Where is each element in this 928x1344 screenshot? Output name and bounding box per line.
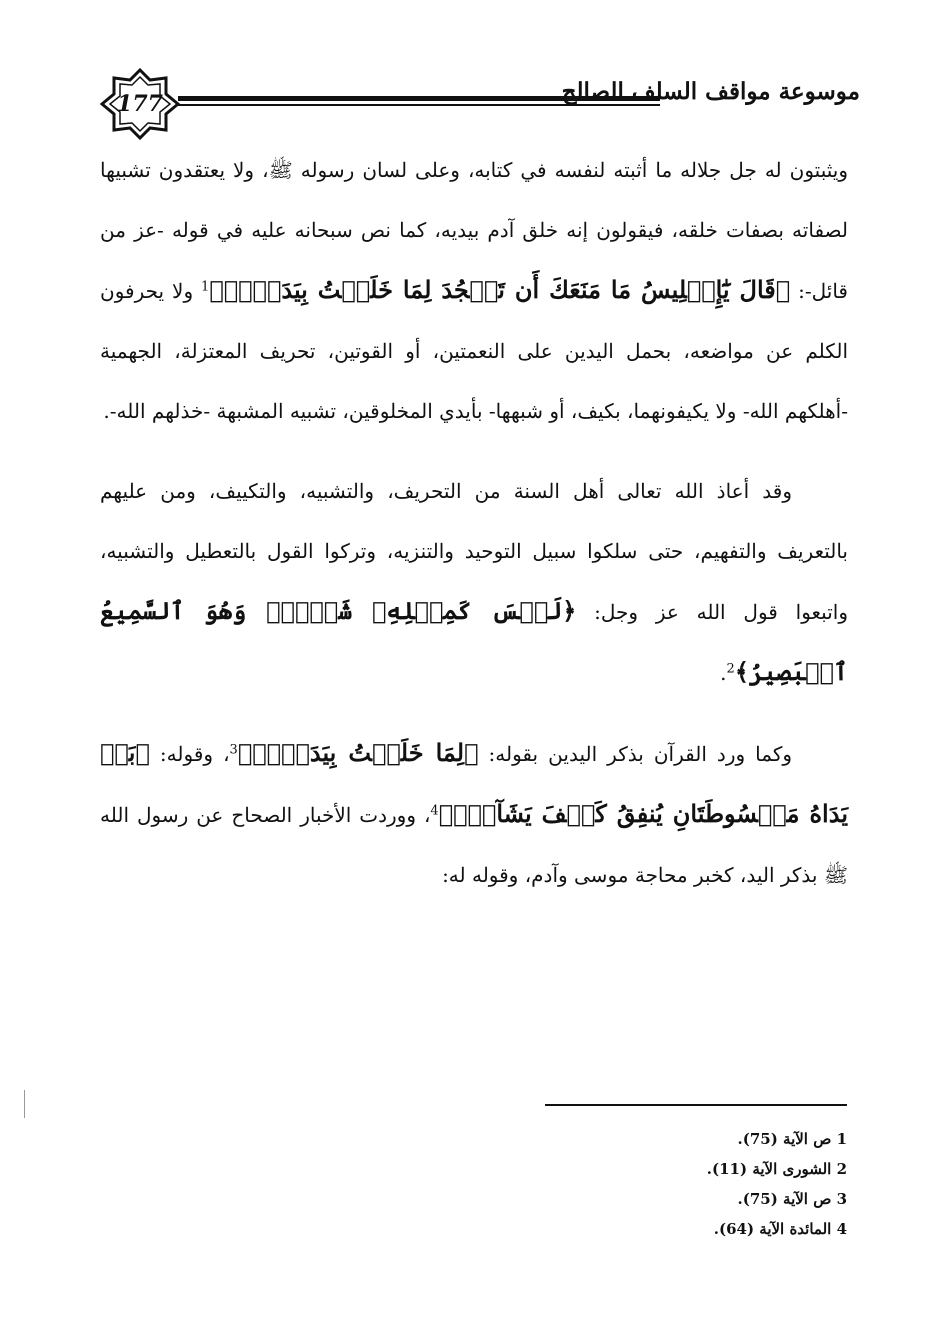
footnote-item: 3 ص الآية (75). bbox=[737, 1190, 847, 1208]
paragraph-3 bbox=[100, 723, 848, 905]
footnote-item: 4 المائدة الآية (64). bbox=[713, 1220, 847, 1238]
text-run: ولا يحرفون الكلم عن مواضعه، بحمل اليدين على النعمتين، أو القوتين، تحريف المعتزلة، الجهمية -أهلكهم الله- ولا يكيفونهما، بكيف، أو شبهها- بأيدي المخلوقين، تشبيه المشبهة -خذلهم الله-. bbox=[100, 279, 848, 423]
footnote-ref: 1 bbox=[201, 279, 210, 295]
scan-edge-mark bbox=[24, 1090, 25, 1118]
book-title: موسوعة مواقف السلف الصالح bbox=[561, 78, 860, 105]
footnote-ref: 3 bbox=[229, 742, 238, 758]
text-run: ويثبتون له جل جلاله ما أثبته لنفسه في كتابه، وعلى لسان رسوله ﷺ، ولا يعتقدون تشبيها لصفاته بصفات خلقه، فيقولون إنه خلق آدم بيديه، كما نص سبحانه عليه في قوله -عز من قائل-: bbox=[100, 158, 848, 303]
quran-verse: ﴿لَيۡسَ كَمِثۡلِهِۦ شَيۡءٞۖ وَهُوَ ٱلسَّمِيعُ ٱلۡبَصِيرُ﴾ bbox=[100, 596, 848, 686]
paragraph-1 bbox=[100, 140, 848, 441]
quran-verse: ﴿قَالَ يَٰٓإِبۡلِيسُ مَا مَنَعَكَ أَن تَسۡجُدَ لِمَا خَلَقۡتُ بِيَدَيَّۖ﴾ bbox=[209, 275, 791, 304]
paragraph-2 bbox=[100, 461, 848, 703]
text-run: . bbox=[720, 661, 727, 685]
footnote-ref: 2 bbox=[726, 661, 735, 677]
text-run: ، وقوله: bbox=[149, 742, 230, 766]
quran-verse: ﴿بَلۡ يَدَاهُ مَبۡسُوطَتَانِ يُنفِقُ كَيۡفَ يَشَآءُۚ﴾ bbox=[100, 738, 848, 828]
page-number: 177 bbox=[117, 91, 163, 117]
footnote-item: 2 الشورى الآية (11). bbox=[706, 1160, 847, 1178]
footnote-separator bbox=[545, 1104, 847, 1106]
text-run: وكما ورد القرآن بذكر اليدين بقوله: bbox=[478, 742, 793, 766]
footnotes bbox=[500, 1124, 847, 1244]
footnote-item: 1 ص الآية (75). bbox=[737, 1130, 847, 1148]
main-text bbox=[100, 140, 848, 925]
page-header bbox=[100, 68, 860, 140]
quran-verse: ﴿لِمَا خَلَقۡتُ بِيَدَيَّۖ﴾ bbox=[237, 738, 479, 767]
text-run: وقد أعاذ الله تعالى أهل السنة من التحريف، والتشبيه، والتكييف، ومن عليهم بالتعريف والتفهيم، حتى سلكوا سبيل التوحيد والتنزيه، وتركوا القول بالتعطيل والتشبيه، واتبعوا قول الله عز وجل: bbox=[100, 479, 848, 624]
page-number-badge bbox=[100, 68, 180, 140]
footnote-ref: 4 bbox=[430, 803, 439, 819]
text-run: ، ووردت الأخبار الصحاح عن رسول الله ﷺ بذكر اليد، كخبر محاجة موسى وآدم، وقوله له: bbox=[100, 803, 848, 887]
